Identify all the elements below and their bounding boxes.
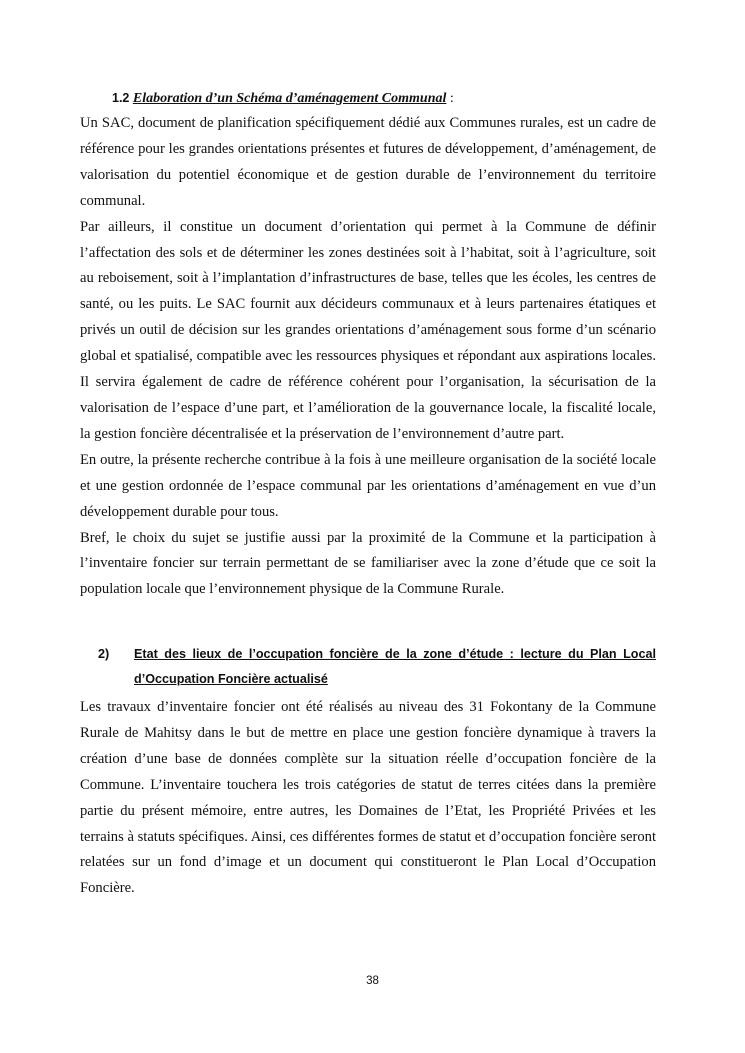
paragraph: En outre, la présente recherche contribue à la fois à une meilleure organisation de la société locale et une gestion ordonnée de l’espace communal par les orientations d’aménagement en vue d’un développement durable pour tous. bbox=[80, 451, 656, 520]
section-title-suffix: : bbox=[446, 91, 454, 106]
section-2-body bbox=[80, 695, 656, 902]
paragraph: Bref, le choix du sujet se justifie aussi par la proximité de la Commune et la participation à l’inventaire foncier sur terrain permettant de se familiariser avec la zone d’étude que ce soit la population locale que l’environnement physique de la Commune Rurale. bbox=[80, 529, 656, 598]
section-number: 2) bbox=[98, 647, 110, 661]
section-title: Elaboration d’un Schéma d’aménagement Communal bbox=[132, 91, 447, 106]
paragraph: Un SAC, document de planification spécifiquement dédié aux Communes rurales, est un cadre de référence pour les grandes orientations présentes et futures de développement, d’aménagement, de valorisation du potentiel économique et de gestion durable de l’environnement du territoire communal. bbox=[80, 115, 656, 209]
section-title: Etat des lieux de l’occupation foncière de la zone d’étude : lecture du Plan Local d’Occupation Foncière actualisé bbox=[134, 647, 656, 686]
paragraph: Les travaux d’inventaire foncier ont été réalisés au niveau des 31 Fokontany de la Commune Rurale de Mahitsy dans le but de mettre en place une gestion foncière dynamique à travers la création d’une base de données complète sur la situation réelle d’occupation foncière de la Commune. L’inventaire touchera les trois catégories de statut de terres citées dans la première partie du présent mémoire, entre autres, les Domaines de l’Etat, les Propriété Privées et les terrains à statuts spécifiques. Ainsi, ces différentes formes de statut et d’occupation foncière seront relatées sur un fond d’image et un document qui constitueront le Plan Local d’Occupation Foncière. bbox=[80, 699, 656, 897]
section-number: 1.2 bbox=[112, 91, 130, 105]
paragraph: Par ailleurs, il constitue un document d’orientation qui permet à la Commune de définir l’affectation des sols et de déterminer les zones destinées soit à l’habitat, soit à l’agriculture, soit au reboisement, soit à l’implantation d’infrastructures de base, telles que les écoles, les centres de santé, ou les puits. Le SAC fournit aux décideurs communaux et à leurs partenaires étatiques et privés un outil de décision sur les grandes orientations d’aménagement sous forme d’un scénario global et spatialisé, compatible avec les ressources physiques et répondant aux aspirations locales. Il servira également de cadre de référence cohérent pour l’organisation, la sécurisation de la valorisation de l’espace d’une part, et l’amélioration de la gouvernance locale, la fiscalité locale, la gestion foncière décentralisée et la préservation de l’environnement d’autre part. bbox=[80, 218, 656, 442]
page-number: 38 bbox=[366, 975, 379, 987]
section-1-2-body bbox=[80, 111, 656, 603]
section-heading-1-2 bbox=[112, 88, 672, 109]
